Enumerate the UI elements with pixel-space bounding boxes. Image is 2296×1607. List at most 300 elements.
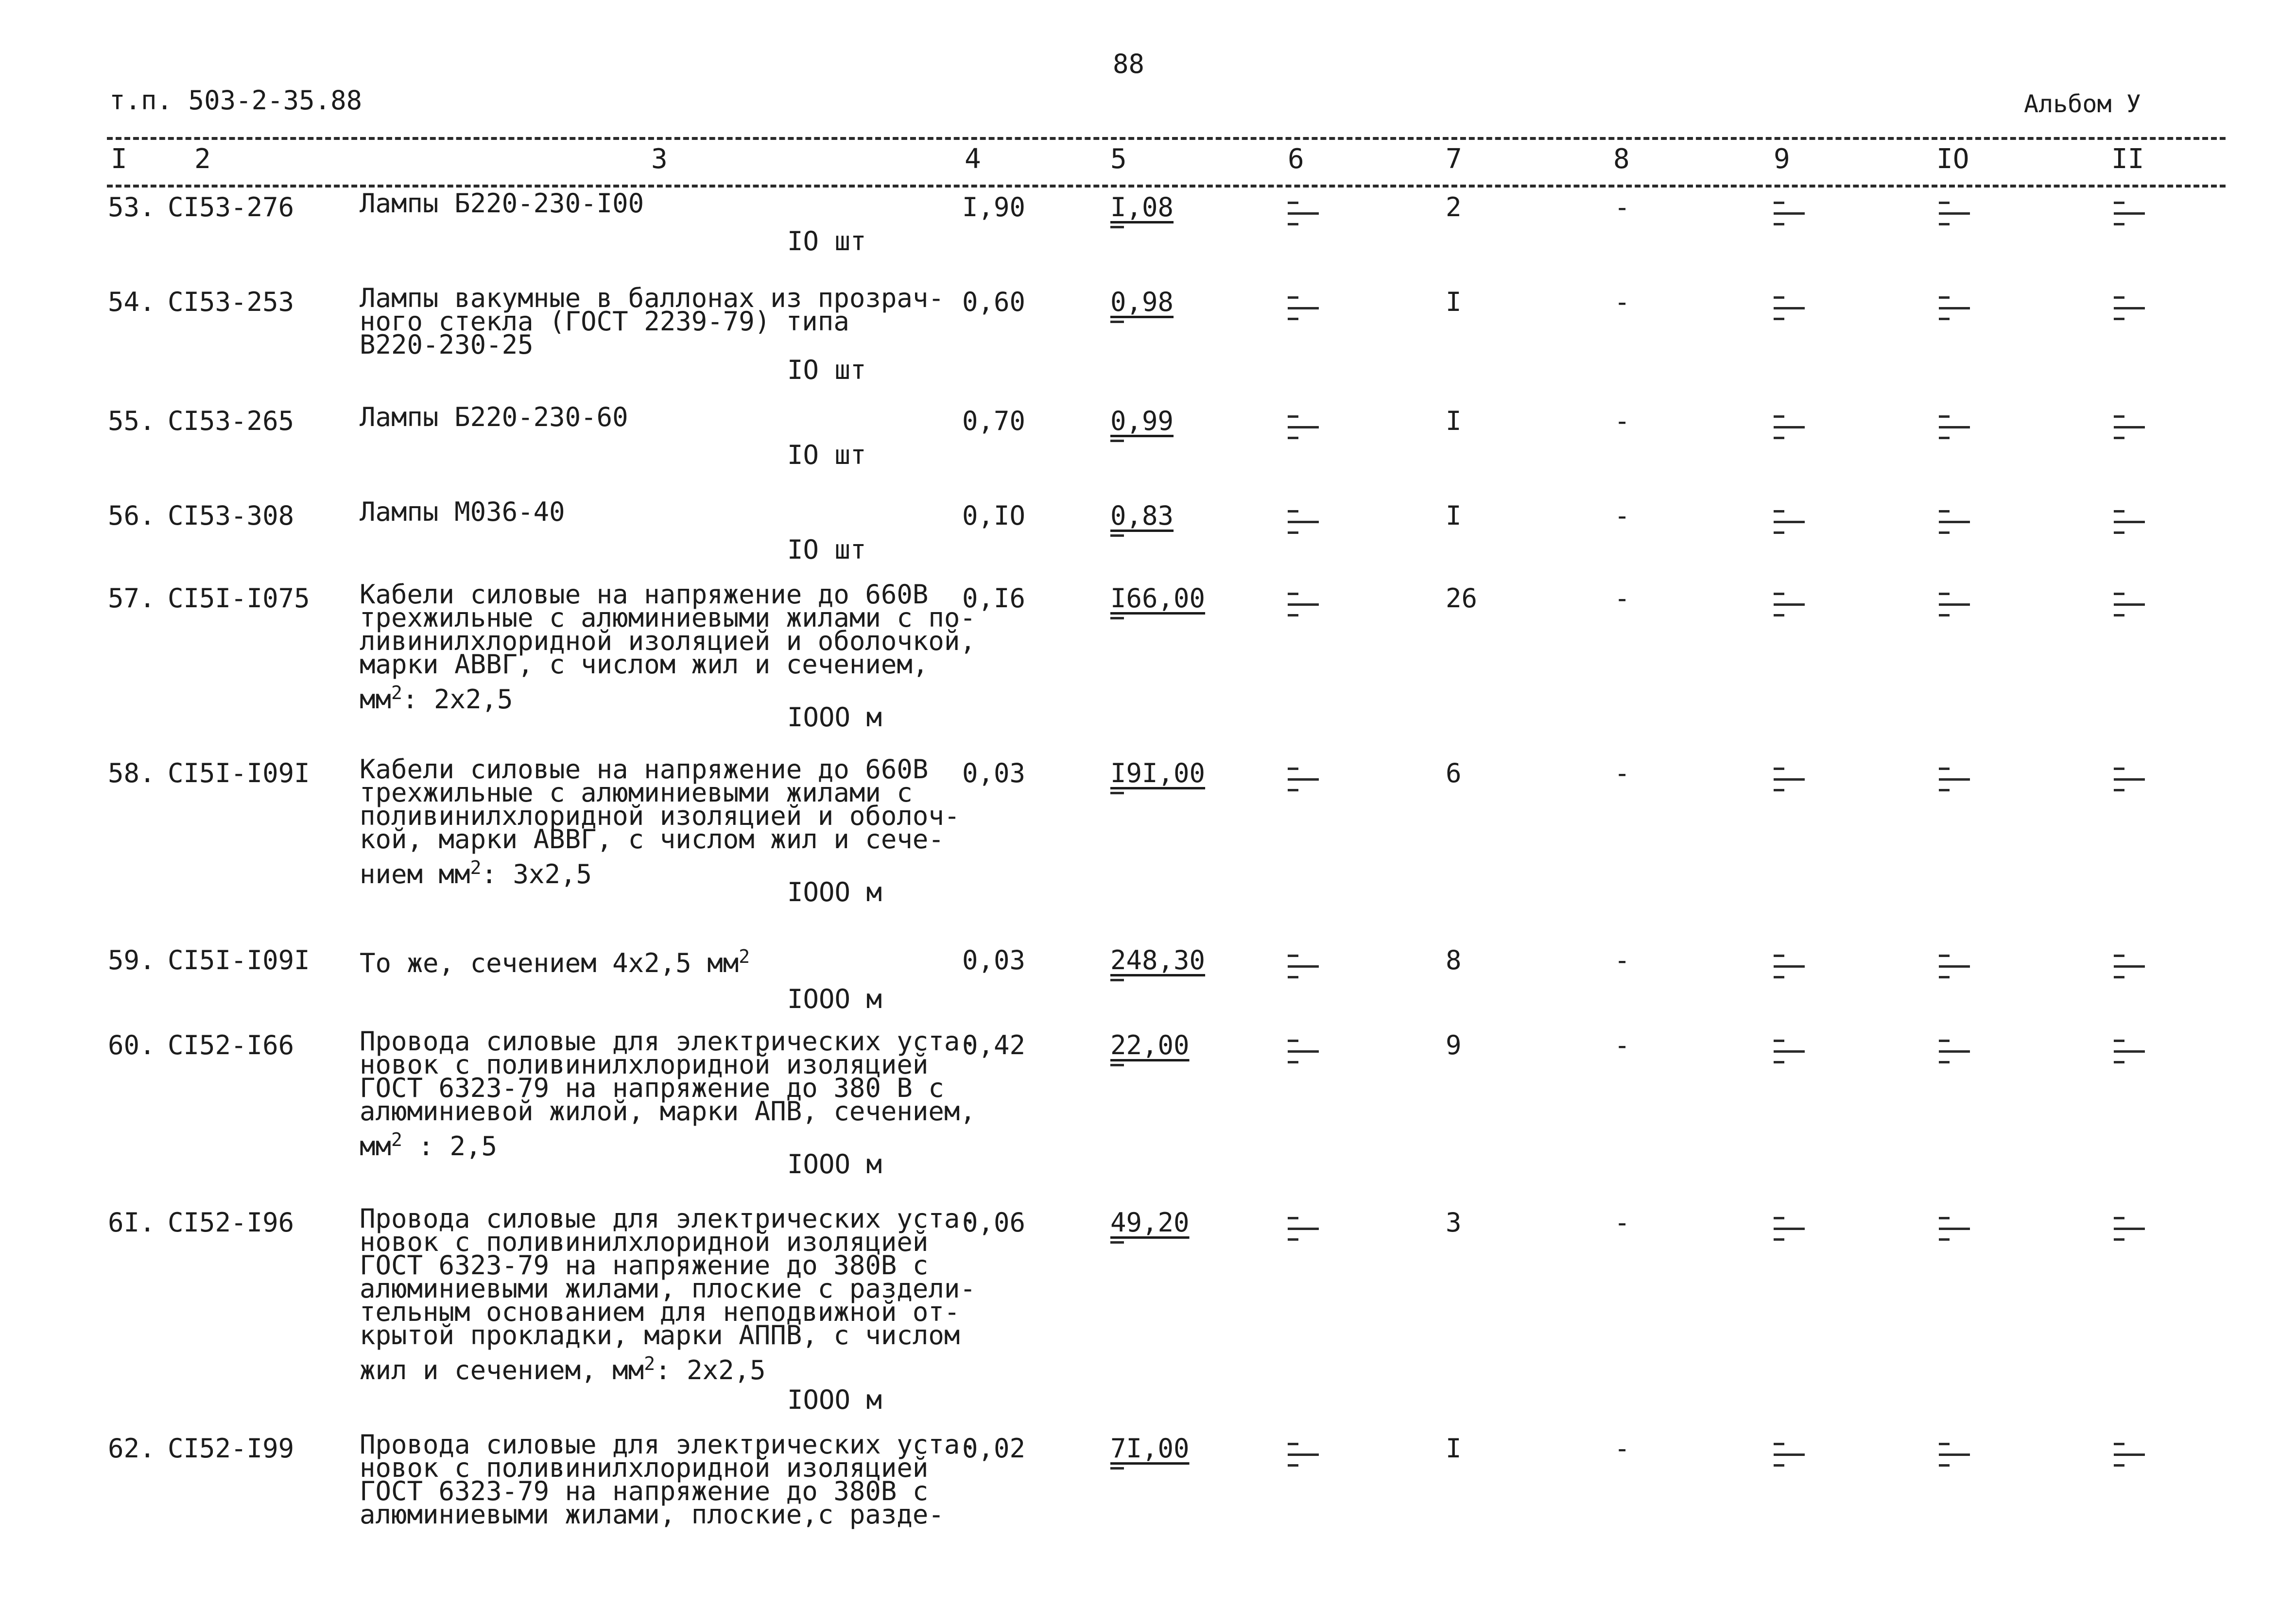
ditto-stroke	[1939, 1050, 1970, 1053]
row-number: 6I.	[108, 1207, 155, 1238]
ditto-mark	[1939, 1212, 1970, 1246]
ditto-stroke	[1288, 531, 1298, 534]
ditto-stroke	[1288, 1050, 1319, 1053]
ditto-stroke	[1939, 212, 1970, 215]
description-line: трехжильные с алюминиевыми жилами с	[360, 777, 913, 808]
ditto-stroke	[1939, 531, 1950, 534]
ditto-mark	[1288, 291, 1319, 325]
ditto-stroke	[1288, 318, 1298, 320]
ditto-stroke	[2114, 965, 2145, 968]
ditto-dash	[1110, 321, 1124, 323]
ditto-stroke	[1288, 1453, 1319, 1456]
ditto-stroke	[1774, 593, 1784, 595]
ditto-stroke	[1774, 212, 1805, 215]
ditto-stroke	[1939, 593, 1950, 595]
ditto-stroke	[1288, 223, 1298, 225]
ditto-stroke	[1939, 789, 1950, 791]
ditto-stroke	[2114, 955, 2124, 957]
col5-value: I,08	[1110, 192, 1174, 222]
row-code: CI52-I99	[168, 1433, 294, 1464]
col5-value: 22,00	[1110, 1030, 1190, 1060]
col7-value: 26	[1446, 583, 1478, 614]
superscript: 2	[644, 1353, 656, 1374]
ditto-stroke	[1774, 521, 1805, 523]
ditto-mark	[1939, 197, 1970, 231]
description-line: кой, марки АВВГ, с числом жил и сече-	[360, 824, 944, 855]
row-description	[360, 1026, 976, 1162]
ditto-stroke	[1774, 778, 1805, 781]
ditto-stroke	[2114, 1040, 2124, 1042]
ditto-stroke	[1939, 307, 1970, 309]
ditto-stroke	[1939, 955, 1950, 957]
description-line: новок с поливинилхлоридной изоляцией	[360, 1453, 929, 1483]
ditto-stroke	[2114, 789, 2124, 791]
ditto-dash	[1110, 1064, 1124, 1066]
ditto-mark	[1774, 1212, 1805, 1246]
ditto-stroke	[1288, 768, 1298, 770]
col7-value: I	[1446, 1433, 1462, 1464]
ditto-stroke	[1774, 603, 1805, 606]
col5-value: 49,20	[1110, 1207, 1190, 1238]
description-text: жил и сечением, мм	[360, 1355, 644, 1385]
ditto-dash	[1110, 440, 1124, 442]
header-rule-bottom	[107, 185, 2226, 188]
ditto-mark	[1939, 1438, 1970, 1472]
ditto-mark	[1774, 291, 1805, 325]
row-number: 56.	[108, 500, 155, 531]
row-number: 62.	[108, 1433, 155, 1464]
ditto-stroke	[1288, 955, 1298, 957]
col5-value: 0,99	[1110, 406, 1174, 436]
description-line: новок с поливинилхлоридной изоляцией	[360, 1049, 929, 1080]
ditto-stroke	[1774, 768, 1784, 770]
ditto-stroke	[1288, 976, 1298, 978]
ditto-stroke	[1288, 202, 1298, 204]
ditto-stroke	[2114, 437, 2124, 439]
description-text: : 3х2,5	[481, 859, 592, 889]
col7-value: 8	[1446, 945, 1462, 975]
ditto-mark	[1288, 1212, 1319, 1246]
ditto-dash	[1110, 1241, 1124, 1244]
superscript: 2	[470, 857, 482, 878]
ditto-stroke	[2114, 318, 2124, 320]
row-unit: IO шт	[787, 534, 866, 565]
ditto-mark	[1774, 1035, 1805, 1069]
row-code: CI5I-I075	[168, 583, 310, 614]
ditto-stroke	[1774, 1061, 1784, 1063]
row-unit: IOOO м	[787, 1385, 882, 1415]
ditto-stroke	[2114, 1464, 2124, 1467]
ditto-mark	[1288, 763, 1319, 797]
ditto-stroke	[2114, 415, 2124, 418]
ditto-stroke	[1774, 223, 1784, 225]
column-header: 8	[1613, 143, 1630, 175]
ditto-mark	[1288, 410, 1319, 444]
ditto-stroke	[1288, 510, 1298, 513]
description-line: алюминиевой жилой, марки АПВ, сечением,	[360, 1096, 976, 1127]
ditto-stroke	[2114, 1228, 2145, 1230]
row-code: CI52-I66	[168, 1030, 294, 1060]
description-text: мм	[360, 1131, 392, 1162]
col4-value: I,90	[962, 192, 1026, 222]
row-unit: IO шт	[787, 355, 866, 385]
row-description	[360, 283, 957, 360]
col4-value: 0,IO	[962, 500, 1026, 531]
ditto-stroke	[1939, 318, 1950, 320]
ditto-mark	[1288, 950, 1319, 984]
ditto-stroke	[1939, 202, 1950, 204]
col4-value: 0,03	[962, 945, 1026, 975]
superscript: 2	[391, 1129, 402, 1150]
col8-value: -	[1614, 758, 1630, 788]
description-line: Кабели силовые на напряжение до 660В	[360, 579, 929, 610]
ditto-stroke	[1288, 789, 1298, 791]
description-line	[360, 945, 957, 978]
col4-value: 0,70	[962, 406, 1026, 436]
column-header: 9	[1774, 143, 1790, 175]
ditto-stroke	[1774, 1453, 1805, 1456]
ditto-stroke	[1288, 593, 1298, 595]
ditto-stroke	[1774, 437, 1784, 439]
description-line: Провода силовые для электрических уста-	[360, 1203, 976, 1234]
ditto-stroke	[1774, 1238, 1784, 1241]
description-line: ного стекла (ГОСТ 2239-79) типа	[360, 306, 849, 337]
ditto-stroke	[1939, 1443, 1950, 1445]
ditto-stroke	[1774, 531, 1784, 534]
ditto-stroke	[1939, 976, 1950, 978]
ditto-stroke	[1774, 789, 1784, 791]
ditto-stroke	[1774, 1443, 1784, 1445]
description-text: мм	[360, 684, 392, 715]
row-number: 53.	[108, 192, 155, 222]
column-header: 2	[194, 143, 211, 175]
ditto-dash	[1110, 617, 1124, 619]
description-line: ГОСТ 6323-79 на напряжение до 380В с	[360, 1250, 929, 1281]
ditto-stroke	[1288, 296, 1298, 299]
row-unit: IOOO м	[787, 984, 882, 1014]
column-header: 4	[965, 143, 981, 175]
description-line: Лампы Б220-230-60	[360, 402, 628, 432]
col8-value: -	[1614, 1030, 1630, 1060]
description-line: Провода силовые для электрических уста-	[360, 1429, 976, 1460]
description-line: алюминиевыми жилами, плоские с раздели-	[360, 1273, 976, 1304]
ditto-mark	[1939, 950, 1970, 984]
row-description	[360, 1429, 976, 1530]
ditto-stroke	[1774, 1228, 1805, 1230]
ditto-stroke	[1939, 1238, 1950, 1241]
description-line	[360, 1352, 957, 1385]
ditto-stroke	[1939, 1464, 1950, 1467]
ditto-stroke	[1288, 1228, 1319, 1230]
ditto-mark	[1939, 588, 1970, 622]
ditto-mark	[2114, 1212, 2145, 1246]
ditto-stroke	[2114, 1217, 2124, 1219]
ditto-stroke	[1774, 426, 1805, 428]
ditto-stroke	[2114, 1443, 2124, 1445]
col8-value: -	[1614, 1207, 1630, 1238]
ditto-mark	[2114, 505, 2145, 539]
row-description	[360, 754, 960, 889]
ditto-stroke	[1939, 223, 1950, 225]
ditto-stroke	[1939, 426, 1970, 428]
description-text: То же, сечением 4х2,5 мм	[360, 948, 739, 978]
col5-value: 0,83	[1110, 500, 1174, 531]
ditto-mark	[1939, 763, 1970, 797]
row-description	[360, 945, 957, 978]
description-line: ГОСТ 6323-79 на напряжение до 380В с	[360, 1476, 929, 1506]
col5-value: I66,00	[1110, 583, 1205, 614]
ditto-stroke	[1939, 296, 1950, 299]
row-code: CI53-265	[168, 406, 294, 436]
description-line: ГОСТ 6323-79 на напряжение до 380 В с	[360, 1073, 944, 1103]
ditto-stroke	[1774, 296, 1784, 299]
ditto-stroke	[1774, 202, 1784, 204]
ditto-stroke	[1288, 212, 1319, 215]
column-header: 7	[1446, 143, 1462, 175]
ditto-stroke	[1774, 1040, 1784, 1042]
ditto-mark	[1774, 505, 1805, 539]
ditto-stroke	[1288, 778, 1319, 781]
description-line: Лампы М036-40	[360, 496, 565, 527]
col4-value: 0,42	[962, 1030, 1026, 1060]
ditto-mark	[1939, 410, 1970, 444]
album-label: Альбом У	[2024, 90, 2141, 118]
row-unit: IOOO м	[787, 877, 882, 907]
ditto-stroke	[1774, 318, 1784, 320]
ditto-stroke	[1939, 603, 1970, 606]
description-line: крытой прокладки, марки АППВ, с числом	[360, 1320, 960, 1351]
page-number: 88	[1113, 49, 1145, 79]
description-text: : 2х2,5	[402, 684, 513, 715]
ditto-stroke	[1939, 614, 1950, 616]
col8-value: -	[1614, 583, 1630, 614]
ditto-stroke	[1288, 426, 1319, 428]
col8-value: -	[1614, 1433, 1630, 1464]
ditto-mark	[1774, 588, 1805, 622]
row-code: CI5I-I09I	[168, 945, 310, 975]
row-description	[360, 402, 957, 432]
ditto-stroke	[2114, 778, 2145, 781]
document-code: т.п. 503-2-35.88	[109, 85, 363, 116]
ditto-stroke	[2114, 307, 2145, 309]
ditto-stroke	[1288, 1217, 1298, 1219]
ditto-stroke	[1288, 965, 1319, 968]
ditto-stroke	[1288, 1040, 1298, 1042]
col7-value: I	[1446, 500, 1462, 531]
col8-value: -	[1614, 192, 1630, 222]
row-description	[360, 579, 976, 715]
row-number: 57.	[108, 583, 155, 614]
ditto-mark	[1774, 950, 1805, 984]
ditto-stroke	[1939, 1061, 1950, 1063]
row-unit: IO шт	[787, 440, 866, 470]
ditto-stroke	[1288, 603, 1319, 606]
ditto-stroke	[1288, 415, 1298, 418]
ditto-stroke	[1288, 307, 1319, 309]
ditto-stroke	[1774, 1217, 1784, 1219]
ditto-mark	[2114, 763, 2145, 797]
row-description	[360, 188, 957, 219]
ditto-stroke	[1939, 510, 1950, 513]
description-line: поливинилхлоридной изоляцией и оболоч-	[360, 801, 960, 831]
ditto-stroke	[1774, 976, 1784, 978]
ditto-stroke	[1774, 1050, 1805, 1053]
row-unit: IOOO м	[787, 1149, 882, 1180]
ditto-stroke	[2114, 603, 2145, 606]
ditto-stroke	[1774, 415, 1784, 418]
col7-value: 2	[1446, 192, 1462, 222]
description-line: ливинилхлоридной изоляцией и оболочкой,	[360, 626, 976, 656]
ditto-stroke	[1774, 965, 1805, 968]
ditto-stroke	[2114, 296, 2124, 299]
ditto-stroke	[1939, 521, 1970, 523]
col7-value: I	[1446, 287, 1462, 317]
description-line: алюминиевыми жилами, плоские,с разде-	[360, 1499, 944, 1530]
ditto-stroke	[2114, 212, 2145, 215]
ditto-mark	[1939, 505, 1970, 539]
ditto-mark	[2114, 197, 2145, 231]
ditto-stroke	[1288, 1464, 1298, 1467]
ditto-stroke	[1939, 1040, 1950, 1042]
col7-value: 3	[1446, 1207, 1462, 1238]
ditto-mark	[2114, 410, 2145, 444]
ditto-stroke	[2114, 768, 2124, 770]
row-number: 58.	[108, 758, 155, 788]
ditto-stroke	[1774, 510, 1784, 513]
col8-value: -	[1614, 287, 1630, 317]
description-line: Провода силовые для электрических уста-	[360, 1026, 976, 1057]
col7-value: I	[1446, 406, 1462, 436]
ditto-mark	[2114, 1438, 2145, 1472]
row-code: CI53-276	[168, 192, 294, 222]
ditto-mark	[2114, 1035, 2145, 1069]
ditto-mark	[2114, 588, 2145, 622]
row-unit: IO шт	[787, 226, 866, 256]
description-line: новок с поливинилхлоридной изоляцией	[360, 1227, 929, 1257]
ditto-stroke	[1774, 955, 1784, 957]
row-code: CI52-I96	[168, 1207, 294, 1238]
ditto-stroke	[2114, 202, 2124, 204]
description-text: : 2х2,5	[655, 1355, 766, 1385]
ditto-mark	[2114, 950, 2145, 984]
ditto-stroke	[1939, 965, 1970, 968]
ditto-stroke	[1939, 1217, 1950, 1219]
col8-value: -	[1614, 945, 1630, 975]
ditto-mark	[1288, 505, 1319, 539]
description-text: нием мм	[360, 859, 470, 889]
ditto-stroke	[1774, 307, 1805, 309]
column-header: II	[2111, 143, 2144, 175]
col4-value: 0,03	[962, 758, 1026, 788]
col5-value: 248,30	[1110, 945, 1205, 975]
ditto-stroke	[1288, 614, 1298, 616]
row-number: 59.	[108, 945, 155, 975]
ditto-mark	[1288, 1438, 1319, 1472]
ditto-dash	[1110, 979, 1124, 981]
ditto-stroke	[2114, 521, 2145, 523]
ditto-dash	[1110, 226, 1124, 228]
ditto-stroke	[2114, 593, 2124, 595]
ditto-stroke	[2114, 1453, 2145, 1456]
ditto-stroke	[1939, 1228, 1970, 1230]
ditto-mark	[1774, 410, 1805, 444]
ditto-mark	[1939, 1035, 1970, 1069]
ditto-stroke	[1939, 768, 1950, 770]
ditto-stroke	[1288, 521, 1319, 523]
col5-value: 0,98	[1110, 287, 1174, 317]
col7-value: 9	[1446, 1030, 1462, 1060]
ditto-stroke	[2114, 1061, 2124, 1063]
ditto-stroke	[1939, 778, 1970, 781]
ditto-mark	[1288, 1035, 1319, 1069]
ditto-stroke	[2114, 510, 2124, 513]
ditto-stroke	[2114, 1050, 2145, 1053]
row-code: CI5I-I09I	[168, 758, 310, 788]
ditto-stroke	[1288, 1238, 1298, 1241]
row-number: 54.	[108, 287, 155, 317]
description-line: Лампы Б220-230-I00	[360, 188, 644, 219]
ditto-mark	[2114, 291, 2145, 325]
row-code: CI53-308	[168, 500, 294, 531]
row-code: CI53-253	[168, 287, 294, 317]
ditto-stroke	[2114, 223, 2124, 225]
column-header: IO	[1936, 143, 1969, 175]
row-unit: IOOO м	[787, 702, 882, 733]
row-number: 55.	[108, 406, 155, 436]
description-line: тельным основанием для неподвижной от-	[360, 1297, 960, 1327]
col8-value: -	[1614, 406, 1630, 436]
ditto-stroke	[1288, 437, 1298, 439]
ditto-stroke	[2114, 426, 2145, 428]
ditto-dash	[1110, 792, 1124, 794]
ditto-stroke	[1288, 1443, 1298, 1445]
col4-value: 0,60	[962, 287, 1026, 317]
ditto-dash	[1110, 534, 1124, 537]
col5-value: 7I,00	[1110, 1433, 1190, 1464]
ditto-dash	[1110, 1467, 1124, 1470]
description-line: В220-230-25	[360, 329, 534, 360]
superscript: 2	[739, 946, 750, 967]
description-line: Кабели силовые на напряжение до 660В	[360, 754, 929, 785]
col4-value: 0,02	[962, 1433, 1026, 1464]
ditto-stroke	[1939, 415, 1950, 418]
header-rule-top	[107, 137, 2226, 140]
description-line: Лампы вакумные в баллонах из прозрач-	[360, 283, 944, 313]
ditto-stroke	[1774, 1464, 1784, 1467]
ditto-mark	[1939, 291, 1970, 325]
ditto-stroke	[2114, 531, 2124, 534]
col8-value: -	[1614, 500, 1630, 531]
column-header: 5	[1110, 143, 1127, 175]
ditto-stroke	[1774, 614, 1784, 616]
row-description	[360, 1203, 976, 1385]
ditto-stroke	[2114, 976, 2124, 978]
ditto-mark	[1288, 588, 1319, 622]
description-line: трехжильные с алюминиевыми жилами с по-	[360, 602, 976, 633]
superscript: 2	[391, 682, 402, 703]
ditto-mark	[1774, 1438, 1805, 1472]
description-line: марки АВВГ, с числом жил и сечением,	[360, 649, 929, 680]
ditto-stroke	[2114, 1238, 2124, 1241]
ditto-stroke	[1939, 1453, 1970, 1456]
description-text: : 2,5	[402, 1131, 497, 1162]
col4-value: 0,06	[962, 1207, 1026, 1238]
row-number: 60.	[108, 1030, 155, 1060]
column-header: I	[111, 143, 127, 175]
column-header: 6	[1288, 143, 1304, 175]
col4-value: 0,I6	[962, 583, 1026, 614]
ditto-mark	[1774, 197, 1805, 231]
